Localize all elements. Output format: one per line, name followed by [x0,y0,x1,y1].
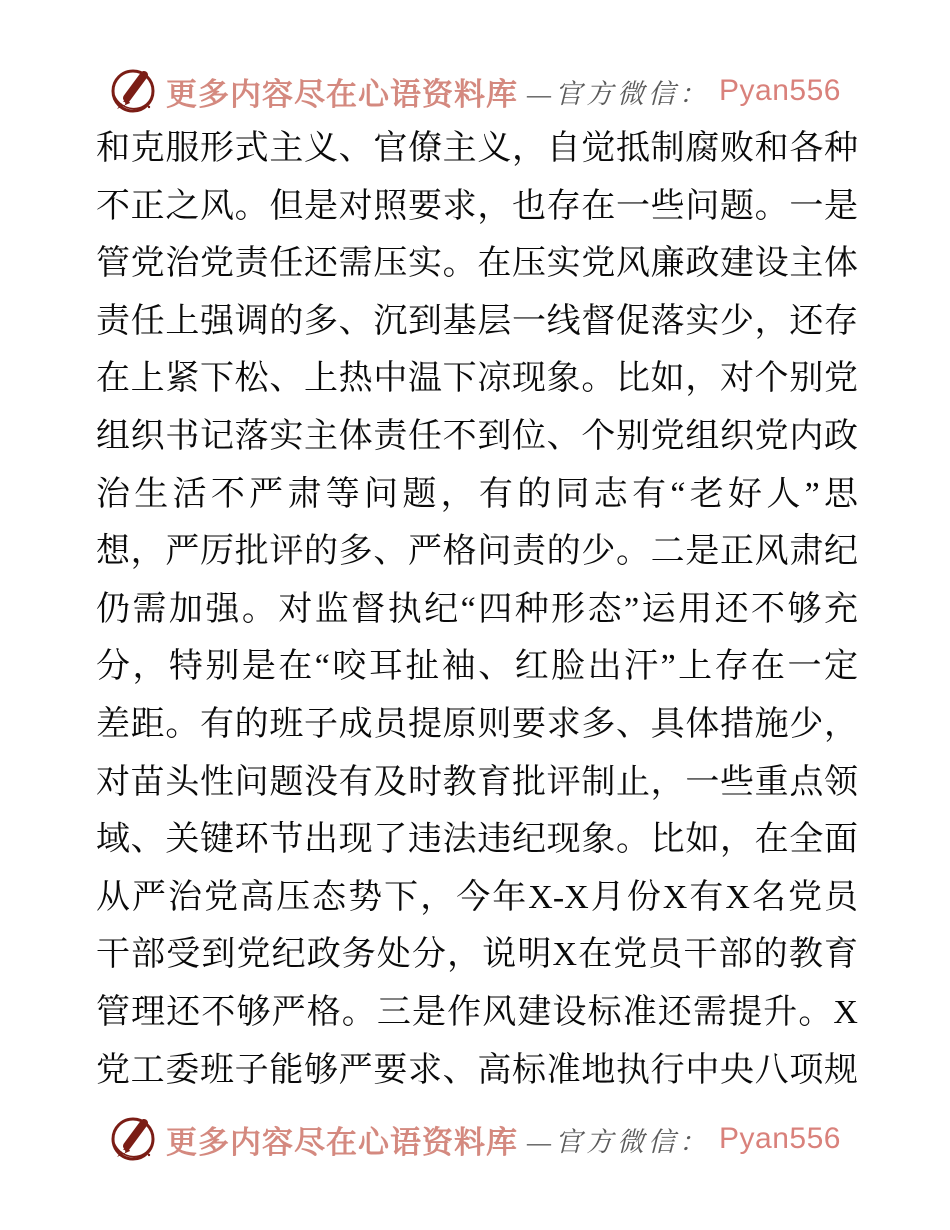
text-line: 干部受到党纪政务处分，说明X在党员干部的教育 [96,936,858,974]
watermark-brand-text: 更多内容尽在心语资料库 [166,76,519,112]
text-line: 从严治党高压态势下，今年X-X月份X有X名党员 [96,878,858,916]
text-line: 差距。有的班子成员提原则要求多、具体措施少， [96,705,858,743]
text-line: 和克服形式主义、官僚主义，自觉抵制腐败和各种 [96,130,858,167]
watermark-wechat-id: Pyan556 [719,74,841,107]
watermark-separator-text: —官方微信： [527,1126,711,1157]
text-line: 想，严厉批评的多、严格问责的少。二是正风肃纪 [96,533,858,571]
text-line: 管理还不够严格。三是作风建设标准还需提升。X [96,993,858,1031]
footer-watermark [0,1112,950,1166]
header-watermark [0,64,950,118]
text-line: 分，特别是在“咬耳扯袖、红脸出汗”上存在一定 [96,648,858,686]
watermark-separator-text: —官方微信： [527,78,711,109]
pen-nib-circle-icon [109,1115,157,1163]
watermark-brand-text: 更多内容尽在心语资料库 [166,1124,519,1160]
pen-nib-circle-icon [109,67,157,115]
text-line: 治生活不严肃等问题，有的同志有“老好人”思 [96,475,858,513]
text-line: 仍需加强。对监督执纪“四种形态”运用还不够充 [96,590,858,628]
text-line: 党工委班子能够严要求、高标准地执行中央八项规 [96,1051,858,1089]
text-line: 对苗头性问题没有及时教育批评制止，一些重点领 [96,763,858,801]
text-line: 组织书记落实主体责任不到位、个别党组织党内政 [96,417,858,455]
text-line: 域、关键环节出现了违法违纪现象。比如，在全面 [96,821,858,859]
document-body [96,120,858,1099]
text-line: 不正之风。但是对照要求，也存在一些问题。一是 [96,187,858,225]
text-line: 管党治党责任还需压实。在压实党风廉政建设主体 [96,245,858,283]
text-line: 在上紧下松、上热中温下凉现象。比如，对个别党 [96,360,858,398]
watermark-wechat-id: Pyan556 [719,1122,841,1155]
text-line: 责任上强调的多、沉到基层一线督促落实少，还存 [96,302,858,340]
